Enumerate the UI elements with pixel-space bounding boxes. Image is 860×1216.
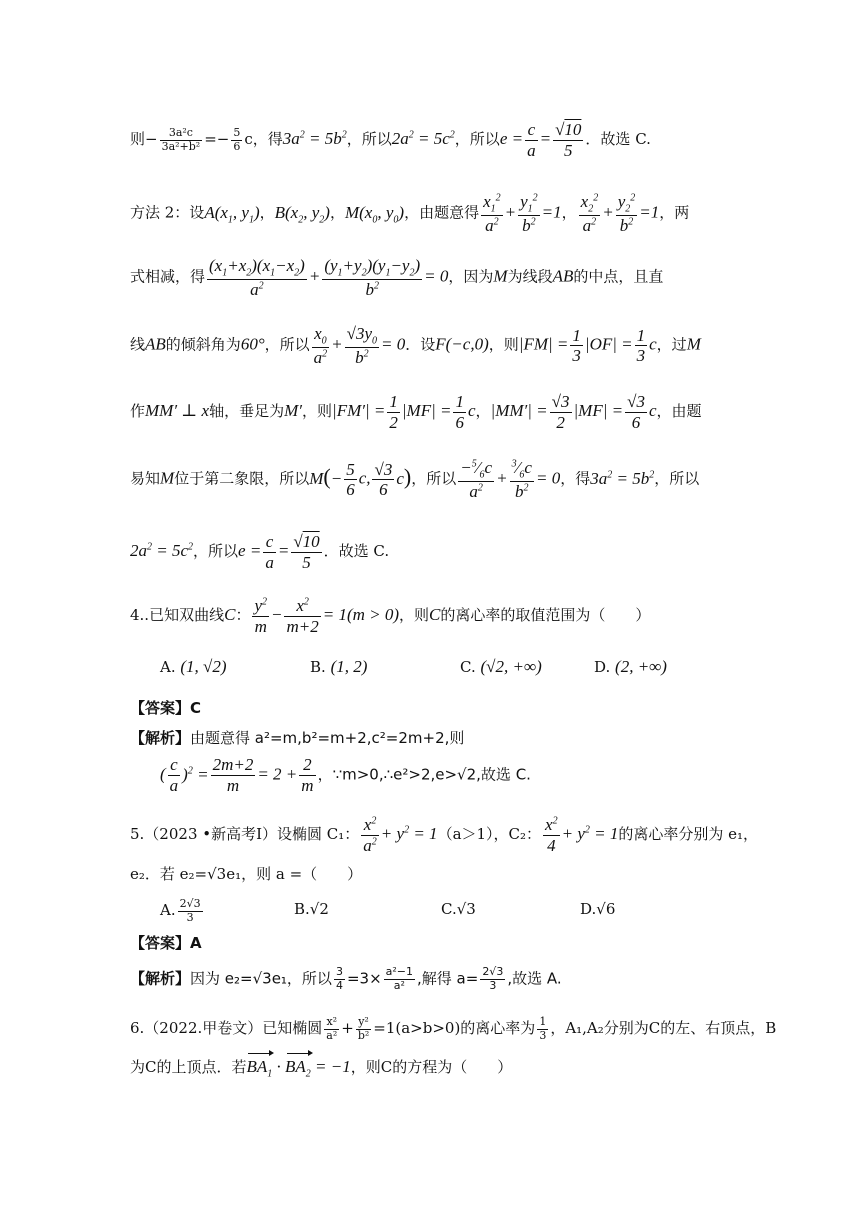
q5-option-d[interactable]: D.√6 xyxy=(580,900,616,918)
method2-line-4: 作MM′ ⊥ x轴，垂足为M′，则|FM′| = $\frac{1}{2}$ |MF| = $\frac{1}{6}$ c，|MM′| = $\frac{√3}{2}$ |MF| = $\frac{√3}{6}$ c，由题 xyxy=(130,392,702,432)
q5-option-b[interactable]: B.√2 xyxy=(294,900,329,918)
method2-line-2: 式相减，得 $\frac{(x_1+x_2)(x_1-x_2)}{a^2}$ + $\frac{(y_1+y_2)(y_1-y_2)}{b^2}$ = 0，因为M为线段AB的中点，且直 xyxy=(130,256,664,299)
q4-analysis: 【解析】由题意得 a²=m,b²=m+2,c²=2m+2,则 xyxy=(130,729,465,747)
method2-line-1: 方法 2：设$A(x_1$, $y_1$)，$B(x_2$, $y_2$)，$M(x_0$, $y_0$)，由题意得 $\frac{x_1^2}{a^2}$ + $\frac{y_1^2}{b^2}$ =1， $\frac{x_2^2}{a^2}$ + $\frac{y_2^2}{b^2}$ =1，两 xyxy=(130,192,690,235)
q6-stem: 6.（2022.甲卷文）已知椭圆 $\frac{\text{x²}}{\text{a²}}$ + $\frac{\text{y²}}{\text{b²}}$ =1(a>b>0)的离心率为 $\frac{1}{3}$ ，A₁,A₂分别为C的左、右顶点，B xyxy=(130,1015,777,1042)
q4-answer: 【答案】C xyxy=(130,699,202,717)
q5-stem-line-2: e₂．若 e₂=√3e₁，则 a =（ ） xyxy=(130,865,363,883)
q4-stem: 4..已知双曲线C： $\frac{y^2}{m}$ − $\frac{x^2}{m+2}$ = 1(m > 0)，则C的离心率的取值范围为（ ） xyxy=(130,596,651,636)
method2-line-6: $2a^2 = 5c^2$，所以e = $\frac{c}{a}$ = $\frac{√10}{5}$ ．故选 C. xyxy=(130,532,390,572)
q5-answer: 【答案】A xyxy=(130,934,202,952)
method2-line-3: 线AB的倾斜角为60°，所以 $\frac{x_0}{a^2}$ + $\frac{√3y_0}{b^2}$ = 0．设F(−c,0)，则|FM| = $\frac{1}{3}$ |OF| = $\frac{1}{3}$ c，过M xyxy=(130,324,701,367)
q5-analysis: 【解析】因为 e₂=√3e₁，所以 $\frac{3}{4}$ =3× $\frac{\text{a²−1}}{\text{a²}}$ ,解得 a= $\frac{2√3}{3}$ ,故选 A. xyxy=(130,965,562,992)
q5-option-a[interactable]: A. $\frac{2√3}{3}$ xyxy=(160,897,201,924)
q5-stem: 5.（2023 •新高考Ⅰ）设椭圆 C₁： $\frac{x^2}{a^2}$ + $y^2 = 1(a>1)$，C₂： $\frac{x^2}{4}$ + $y^2 = 1$的离心率分别为 e₁， xyxy=(130,815,759,855)
q6-stem-line-2: 为C的上顶点．若$BA_1 \cdot BA_2 = -1$，则C的方程为（ ） xyxy=(130,1057,513,1080)
q4-analysis-formula: ( $\frac{c}{a}$ )$^2$ = $\frac{2m+2}{m}$ = 2 + $\frac{2}{m}$ ，∵m>0,∴e²>2,e>√2,故选 C. xyxy=(160,755,531,795)
method2-line-5: 易知M位于第二象限，所以M(− $\frac{5}{6}$ c, $\frac{√3}{6}$ c)，所以 $\frac{-^5⁄_6c}{a^2}$ + $\frac{^3⁄_6c}{b^2}$ = 0，得$3a^2 = 5b^2$，所以 xyxy=(130,458,700,501)
q4-option-b[interactable]: B. (1, 2) xyxy=(310,657,368,676)
method1-conclusion-line: 则− $\frac{\text{3a²c}}{\text{3a²+b²}}$ =− $\frac{5}{6}$ c，得$3a^2 = 5b^2$，所以$2a^2 = 5c^2$，所以e = $\frac{c}{a}$ = $\frac{√10}{5}$ ．故选 C. xyxy=(130,120,651,160)
q4-option-c[interactable]: C. (√2, +∞) xyxy=(460,657,542,676)
q5-option-c[interactable]: C.√3 xyxy=(441,900,476,918)
q4-option-d[interactable]: D. (2, +∞) xyxy=(594,657,667,676)
q4-option-a[interactable]: A. (1, √2) xyxy=(160,657,227,676)
